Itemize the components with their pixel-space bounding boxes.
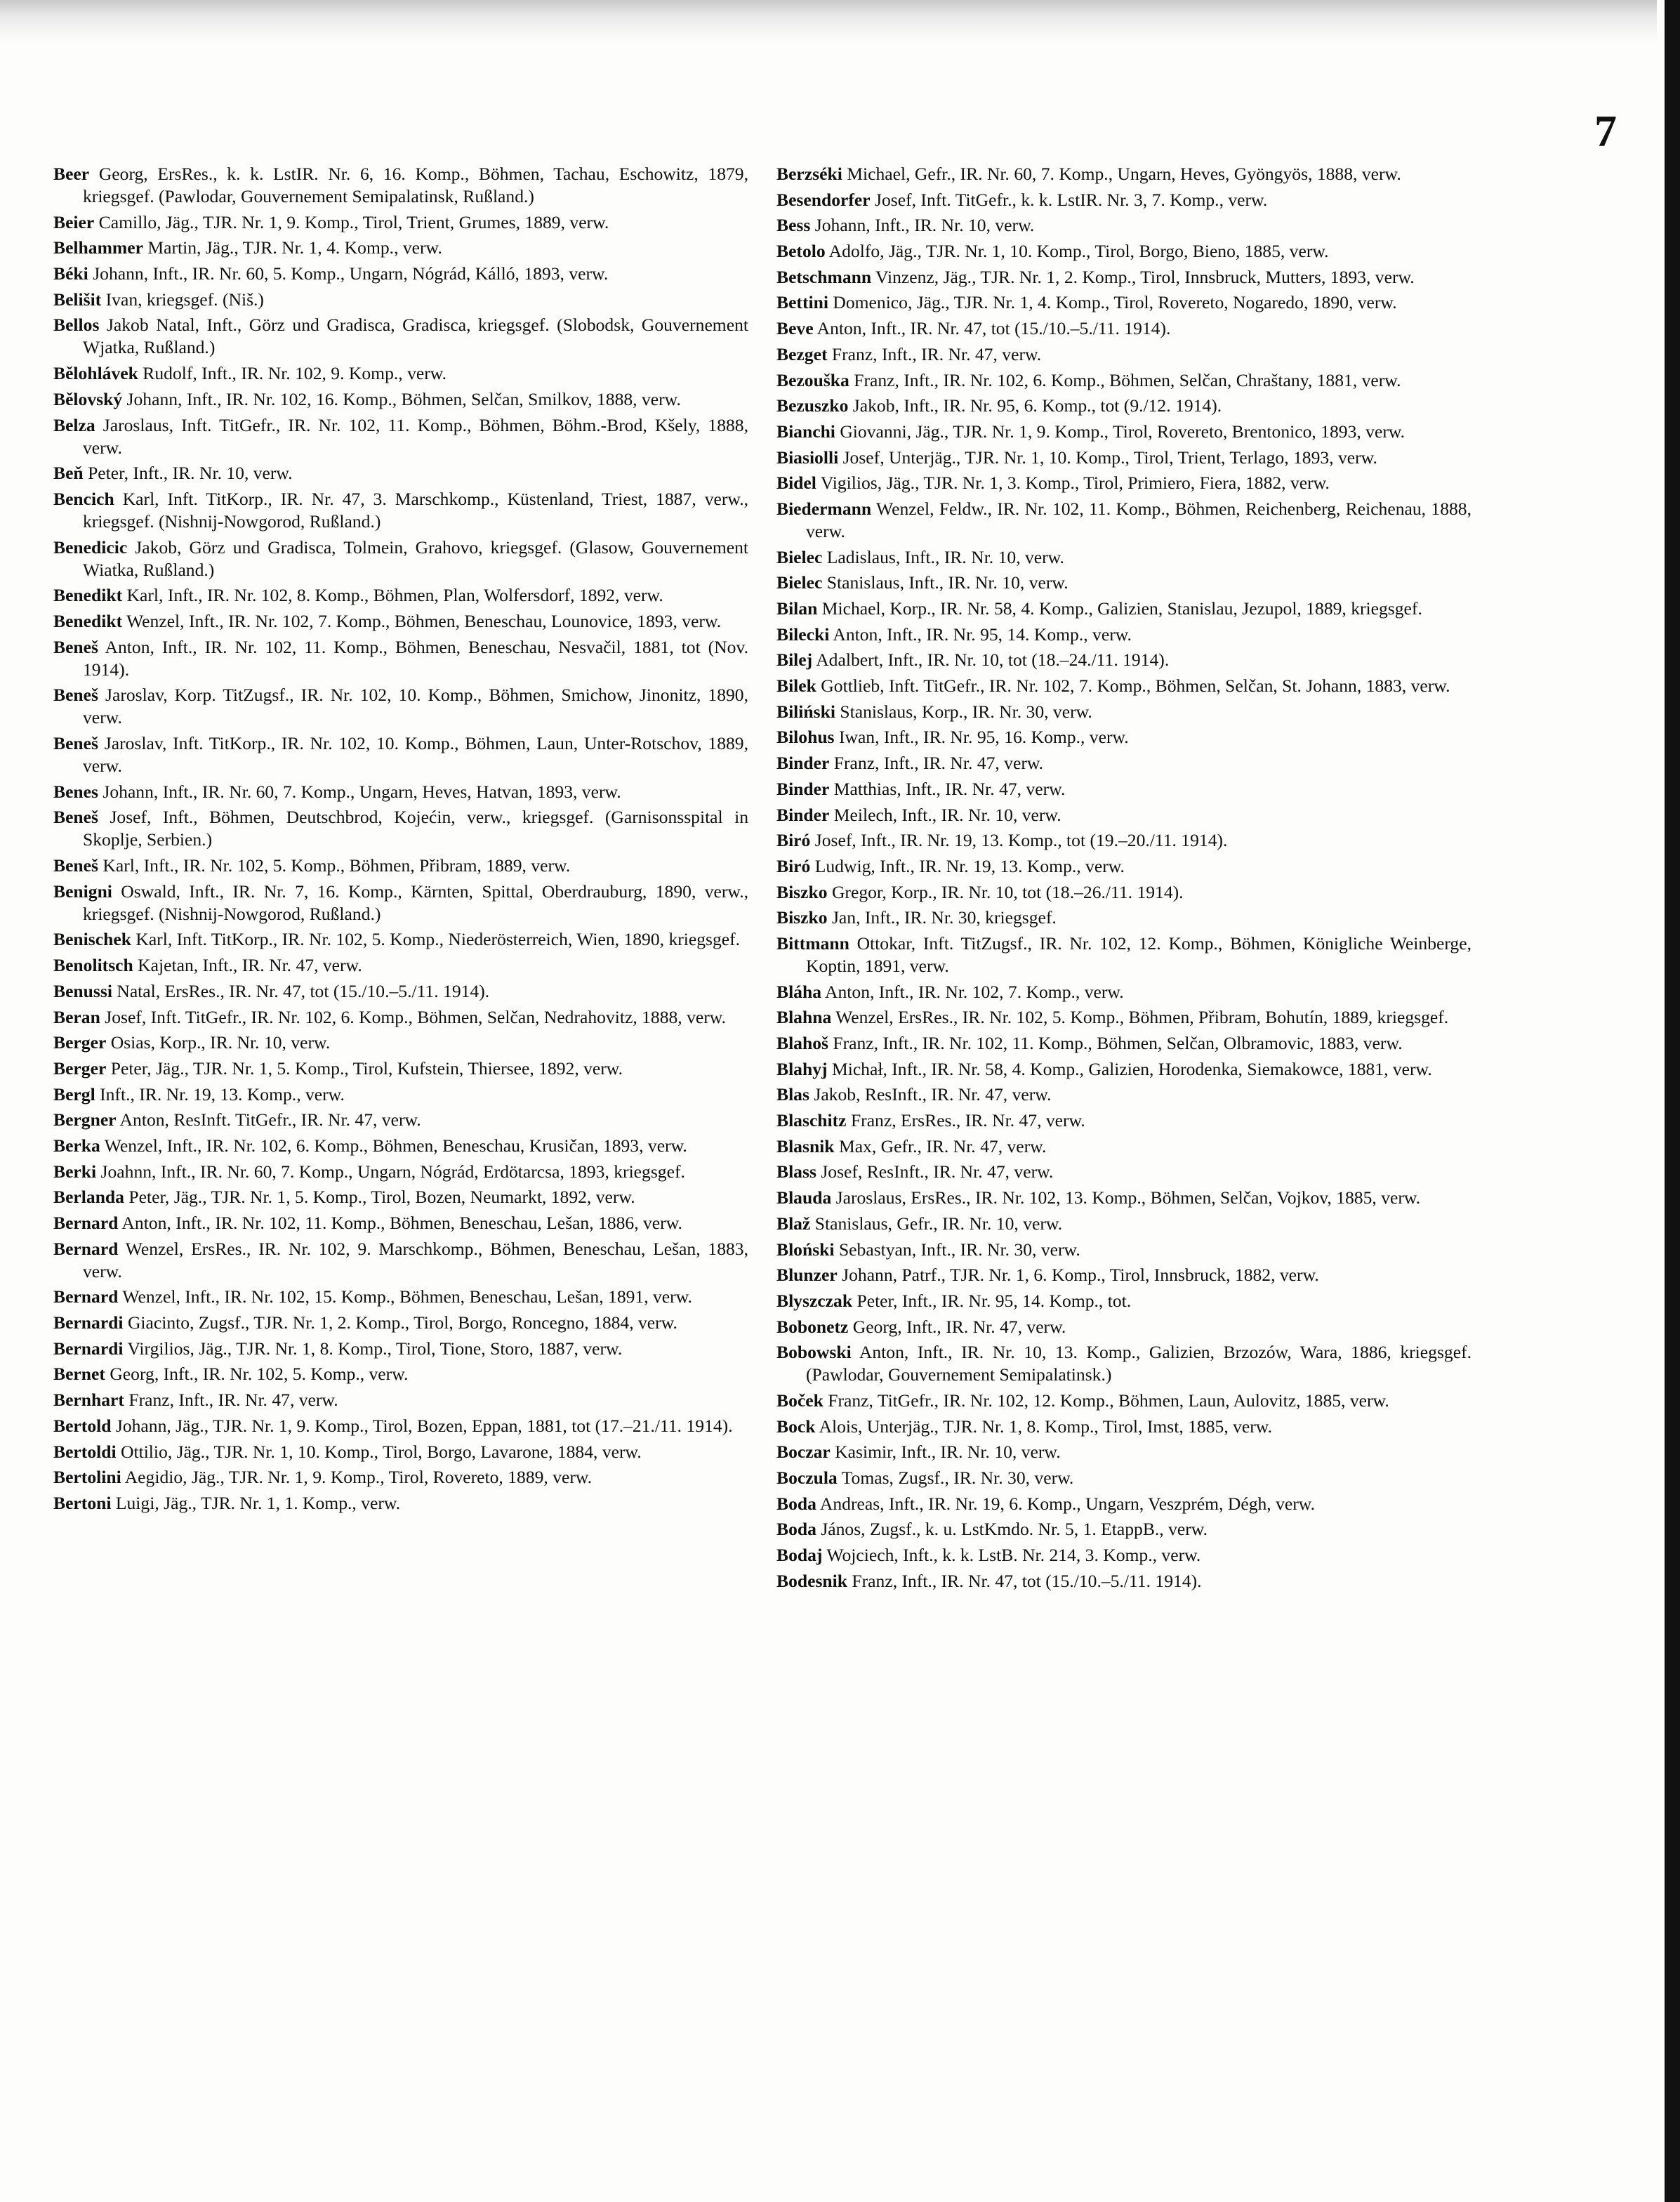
- entry-details: Oswald, Inft., IR. Nr. 7, 16. Komp., Kärnten, Spittal, Oberdrauburg, 1890, verw., kriegsgef. (Nishnij-Nowgorod, Rußland.): [83, 881, 749, 924]
- entry-surname: Belhammer: [53, 237, 143, 258]
- entry-details: Michael, Korp., IR. Nr. 58, 4. Komp., Galizien, Stanislau, Jezupol, 1889, kriegsgef.: [821, 598, 1422, 619]
- entry-details: Franz, Inft., IR. Nr. 47, verw.: [128, 1390, 338, 1411]
- entry-details: Johann, Inft., IR. Nr. 102, 16. Komp., Böhmen, Selčan, Smilkov, 1888, verw.: [126, 388, 681, 409]
- entry-surname: Bidel: [776, 473, 816, 494]
- entry-details: Anton, Inft., IR. Nr. 95, 14. Komp., verw.: [833, 624, 1132, 645]
- entry-surname: Boda: [776, 1493, 816, 1514]
- register-entry: [53, 488, 748, 533]
- page-number: 7: [1594, 106, 1617, 156]
- register-entry: [53, 610, 748, 633]
- entry-surname: Boczar: [776, 1442, 831, 1463]
- entry-surname: Berger: [53, 1057, 107, 1079]
- entry-details: Sebastyan, Inft., IR. Nr. 30, verw.: [838, 1239, 1080, 1260]
- entry-details: Josef, Inft., Böhmen, Deutschbrod, Kojećin, verw., kriegsgef. (Garnisonsspital in Skoplje, Serbien.): [83, 807, 749, 850]
- entry-details: Johann, Inft., IR. Nr. 10, verw.: [814, 215, 1035, 236]
- entry-surname: Beneš: [53, 636, 98, 657]
- entry-details: Stanislaus, Korp., IR. Nr. 30, verw.: [840, 701, 1092, 722]
- scan-shadow-top: [0, 0, 1657, 42]
- entry-surname: Bodaj: [776, 1545, 823, 1566]
- register-entry: [776, 240, 1471, 263]
- entry-details: Ottilio, Jäg., TJR. Nr. 1, 10. Komp., Tirol, Borgo, Lavarone, 1884, verw.: [120, 1441, 642, 1462]
- entry-surname: Bobowski: [776, 1342, 852, 1363]
- entry-surname: Belza: [53, 414, 95, 435]
- entry-surname: Bilohus: [776, 727, 835, 748]
- entry-details: Wenzel, ErsRes., IR. Nr. 102, 9. Marschkomp., Böhmen, Beneschau, Lešan, 1883, verw.: [83, 1238, 748, 1281]
- register-entry: [53, 684, 748, 729]
- register-entry: [776, 1109, 1471, 1132]
- entry-surname: Betschmann: [776, 266, 872, 287]
- entry-details: Georg, Inft., IR. Nr. 47, verw.: [852, 1316, 1066, 1337]
- entry-surname: Bergner: [53, 1109, 117, 1130]
- entry-surname: Biró: [776, 830, 811, 851]
- entry-surname: Bezget: [776, 343, 828, 364]
- entry-surname: Bilan: [776, 598, 818, 619]
- register-entry: [53, 1363, 748, 1385]
- entry-details: Vigilios, Jäg., TJR. Nr. 1, 3. Komp., Tirol, Primiero, Fiera, 1882, verw.: [820, 473, 1330, 494]
- register-entry: [53, 980, 748, 1003]
- register-entry: [776, 1390, 1471, 1412]
- entry-surname: Benolitsch: [53, 955, 133, 976]
- register-entry: [776, 291, 1471, 314]
- entry-surname: Binder: [776, 753, 830, 774]
- entry-surname: Beier: [53, 211, 95, 232]
- entry-details: Wenzel, Feldw., IR. Nr. 102, 11. Komp., Böhmen, Reichenberg, Reichenau, 1888, verw.: [806, 498, 1471, 541]
- register-entry: [53, 263, 748, 285]
- entry-surname: Blahyj: [776, 1058, 828, 1079]
- register-entry: [776, 881, 1471, 904]
- register-entry: [776, 163, 1471, 185]
- register-entry: [53, 1135, 748, 1157]
- entry-surname: Bianchi: [776, 421, 835, 442]
- entry-details: Karl, Inft., IR. Nr. 102, 5. Komp., Böhmen, Přibram, 1889, verw.: [102, 855, 571, 876]
- register-entry: [776, 369, 1471, 392]
- entry-surname: Beve: [776, 318, 814, 339]
- entry-details: Jakob, ResInft., IR. Nr. 47, verw.: [814, 1084, 1052, 1105]
- register-entry: [53, 1312, 748, 1334]
- entry-details: Max, Gefr., IR. Nr. 47, verw.: [838, 1135, 1047, 1156]
- register-entry: [776, 317, 1471, 340]
- entry-surname: Bernhart: [53, 1390, 124, 1411]
- register-entry: [776, 932, 1471, 977]
- register-entry: [776, 906, 1471, 929]
- entry-details: Franz, Inft., IR. Nr. 47, verw.: [833, 753, 1044, 774]
- entry-surname: Bertolini: [53, 1467, 121, 1488]
- entry-details: Aegidio, Jäg., TJR. Nr. 1, 9. Komp., Tirol, Rovereto, 1889, verw.: [124, 1467, 593, 1488]
- entry-details: Georg, ErsRes., k. k. LstIR. Nr. 6, 16. Komp., Böhmen, Tachau, Eschowitz, 1879, kriegsgef. (Pawlodar, Gouvernement Semipalatinsk, Rußland.): [83, 164, 748, 206]
- register-entry: [53, 928, 748, 951]
- entry-surname: Biró: [776, 855, 811, 876]
- register-entry: [53, 1006, 748, 1029]
- entry-details: Peter, Inft., IR. Nr. 95, 14. Komp., tot.: [856, 1290, 1132, 1311]
- register-entry: [776, 1161, 1471, 1183]
- entry-surname: Bezouška: [776, 369, 849, 390]
- entry-surname: Bettini: [776, 292, 828, 313]
- entry-details: Karl, Inft. TitKorp., IR. Nr. 47, 3. Marschkomp., Küstenland, Triest, 1887, verw., kriegsgef. (Nishnij-Nowgorod, Rußland.): [83, 488, 748, 532]
- entry-details: Jakob Natal, Inft., Görz und Gradisca, Gradisca, kriegsgef. (Slobodsk, Gouvernement Wjatka, Rußland.): [83, 315, 748, 358]
- register-entry: [776, 472, 1471, 494]
- entry-details: Ladislaus, Inft., IR. Nr. 10, verw.: [826, 546, 1064, 567]
- register-entry: [776, 1213, 1471, 1235]
- entry-details: Giacinto, Zugsf., TJR. Nr. 1, 2. Komp., Tirol, Borgo, Roncegno, 1884, verw.: [127, 1312, 677, 1333]
- register-entry: [776, 1544, 1471, 1567]
- entry-surname: Belišit: [53, 289, 102, 310]
- register-entry: [776, 1135, 1471, 1158]
- register-entry: [53, 781, 748, 803]
- entry-details: Franz, Inft., IR. Nr. 47, tot (15./10.–5./11. 1914).: [852, 1570, 1202, 1591]
- entry-details: Natal, ErsRes., IR. Nr. 47, tot (15./10.–5./11. 1914).: [117, 980, 490, 1001]
- entry-details: Luigi, Jäg., TJR. Nr. 1, 1. Komp., verw.: [115, 1492, 401, 1513]
- entry-details: Ottokar, Inft. TitZugsf., IR. Nr. 102, 12. Komp., Böhmen, Königliche Weinberge, Koptin, 1891, verw.: [806, 932, 1471, 976]
- register-entry: [776, 572, 1471, 594]
- entry-details: Johann, Inft., IR. Nr. 60, 7. Komp., Ungarn, Heves, Hatvan, 1893, verw.: [102, 781, 621, 802]
- register-entry: [53, 414, 748, 459]
- entry-details: Matthias, Inft., IR. Nr. 47, verw.: [833, 778, 1066, 799]
- entry-details: Peter, Jäg., TJR. Nr. 1, 5. Komp., Tirol, Bozen, Neumarkt, 1892, verw.: [128, 1187, 635, 1208]
- entry-surname: Biszko: [776, 907, 828, 928]
- entry-surname: Besendorfer: [776, 189, 871, 210]
- register-entry: [776, 343, 1471, 366]
- register-entry: [776, 1341, 1471, 1386]
- entry-details: Gottlieb, Inft. TitGefr., IR. Nr. 102, 7. Komp., Böhmen, Selčan, St. Johann, 1883, verw.: [821, 675, 1450, 697]
- entry-details: Johann, Patrf., TJR. Nr. 1, 6. Komp., Tirol, Innsbruck, 1882, verw.: [842, 1265, 1319, 1286]
- entry-details: Jan, Inft., IR. Nr. 30, kriegsgef.: [831, 907, 1057, 928]
- register-entry: [53, 636, 748, 681]
- register-entry: [776, 1467, 1471, 1489]
- entry-surname: Berger: [53, 1032, 107, 1053]
- entry-details: Michael, Gefr., IR. Nr. 60, 7. Komp., Ungarn, Heves, Gyöngyös, 1888, verw.: [847, 164, 1401, 184]
- entry-surname: Benigni: [53, 881, 112, 902]
- register-entry: [53, 388, 748, 411]
- entry-surname: Bernard: [53, 1238, 119, 1259]
- entry-details: Iwan, Inft., IR. Nr. 95, 16. Komp., verw.: [838, 727, 1129, 748]
- entry-surname: Bláha: [776, 981, 822, 1002]
- entry-details: Osias, Korp., IR. Nr. 10, verw.: [110, 1032, 331, 1053]
- entry-surname: Biliński: [776, 701, 835, 722]
- entry-details: Franz, Inft., IR. Nr. 102, 11. Komp., Böhmen, Selčan, Olbramovic, 1883, verw.: [833, 1033, 1403, 1053]
- register-entry: [776, 498, 1471, 543]
- entry-details: Stanislaus, Gefr., IR. Nr. 10, verw.: [814, 1213, 1063, 1234]
- entry-surname: Berzséki: [776, 164, 842, 184]
- register-entry: [776, 778, 1471, 800]
- entry-surname: Bittmann: [776, 932, 849, 954]
- entry-details: Josef, Unterjäg., TJR. Nr. 1, 10. Komp., Tirol, Trient, Terlago, 1893, verw.: [842, 447, 1377, 468]
- register-entry: [776, 1518, 1471, 1541]
- entry-details: Alois, Unterjäg., TJR. Nr. 1, 8. Komp., Tirol, Imst, 1885, verw.: [819, 1416, 1273, 1437]
- register-entry: [776, 1006, 1471, 1029]
- register-entry: [53, 584, 748, 607]
- register-entry: [776, 752, 1471, 774]
- entry-surname: Bernet: [53, 1364, 105, 1385]
- register-entry: [776, 1416, 1471, 1438]
- register-entry: [776, 546, 1471, 569]
- entry-details: Martin, Jäg., TJR. Nr. 1, 4. Komp., verw.: [147, 237, 442, 258]
- register-entry: [776, 1239, 1471, 1261]
- entry-surname: Benedicic: [53, 536, 128, 558]
- entry-surname: Benischek: [53, 929, 131, 950]
- entry-surname: Beer: [53, 164, 90, 184]
- entry-surname: Betolo: [776, 241, 826, 262]
- entry-surname: Blas: [776, 1084, 809, 1105]
- entry-surname: Beneš: [53, 733, 98, 753]
- entry-surname: Bellos: [53, 315, 100, 336]
- entry-surname: Binder: [776, 778, 830, 799]
- entry-details: Camillo, Jäg., TJR. Nr. 1, 9. Komp., Tirol, Trient, Grumes, 1889, verw.: [98, 211, 609, 232]
- register-entry: [53, 1441, 748, 1463]
- register-entry: [776, 189, 1471, 211]
- entry-details: Inft., IR. Nr. 19, 13. Komp., verw.: [100, 1083, 345, 1105]
- register-entry: [776, 855, 1471, 878]
- entry-details: Jakob, Görz und Gradisca, Tolmein, Grahovo, kriegsgef. (Glasow, Gouvernement Wiatka, Rußland.): [83, 536, 748, 580]
- entry-surname: Béki: [53, 263, 88, 284]
- register-entry: [776, 829, 1471, 852]
- entry-details: Tomas, Zugsf., IR. Nr. 30, verw.: [841, 1468, 1074, 1488]
- entry-details: Franz, Inft., IR. Nr. 47, verw.: [831, 343, 1042, 364]
- entry-surname: Bilek: [776, 675, 816, 697]
- entry-surname: Benedikt: [53, 585, 123, 606]
- entry-details: Franz, Inft., IR. Nr. 102, 6. Komp., Böhmen, Selčan, Chraštany, 1881, verw.: [854, 369, 1401, 390]
- entry-details: Wenzel, Inft., IR. Nr. 102, 15. Komp., Böhmen, Beneschau, Lešan, 1891, verw.: [122, 1286, 692, 1307]
- entry-details: Anton, Inft., IR. Nr. 10, 13. Komp., Galizien, Brzozów, Wara, 1886, kriegsgef. (Pawlodar, Gouvernement Semipalatinsk.): [806, 1342, 1471, 1385]
- register-entry: [776, 1441, 1471, 1463]
- entry-surname: Blasnik: [776, 1135, 835, 1156]
- entry-surname: Beneš: [53, 807, 98, 828]
- entry-details: Anton, Inft., IR. Nr. 102, 11. Komp., Böhmen, Beneschau, Lešan, 1886, verw.: [121, 1213, 682, 1233]
- register-entry: [53, 1109, 748, 1131]
- entry-details: Georg, Inft., IR. Nr. 102, 5. Komp., verw.: [110, 1364, 409, 1385]
- entry-surname: Binder: [776, 804, 830, 825]
- entry-details: Vinzenz, Jäg., TJR. Nr. 1, 2. Komp., Tirol, Innsbruck, Mutters, 1893, verw.: [875, 266, 1415, 287]
- entry-surname: Bilej: [776, 650, 813, 671]
- register-entry: [53, 806, 748, 851]
- entry-surname: Blass: [776, 1161, 816, 1182]
- register-entry: [776, 1316, 1471, 1338]
- register-entry: [53, 1186, 748, 1208]
- entry-surname: Bernard: [53, 1213, 119, 1233]
- entry-surname: Benedikt: [53, 610, 123, 631]
- entry-surname: Bernardi: [53, 1312, 124, 1333]
- entry-surname: Bilecki: [776, 624, 830, 645]
- entry-details: Kajetan, Inft., IR. Nr. 47, verw.: [138, 955, 362, 976]
- entry-details: Wenzel, Inft., IR. Nr. 102, 6. Komp., Böhmen, Beneschau, Krusičan, 1893, verw.: [104, 1135, 687, 1156]
- entry-details: Adolfo, Jäg., TJR. Nr. 1, 10. Komp., Tirol, Borgo, Bieno, 1885, verw.: [828, 241, 1329, 262]
- entry-details: Wenzel, Inft., IR. Nr. 102, 7. Komp., Böhmen, Beneschau, Lounovice, 1893, verw.: [126, 610, 722, 631]
- register-entry: [53, 237, 748, 259]
- entry-surname: Bloński: [776, 1239, 835, 1260]
- entry-surname: Beň: [53, 463, 84, 484]
- entry-details: Karl, Inft., IR. Nr. 102, 8. Komp., Böhmen, Plan, Wolfersdorf, 1892, verw.: [126, 585, 663, 606]
- register-entry: [53, 536, 748, 581]
- register-entry: [776, 701, 1471, 723]
- entry-surname: Bielec: [776, 572, 823, 593]
- register-entry: [53, 1466, 748, 1489]
- entry-surname: Bertoldi: [53, 1441, 117, 1462]
- entry-details: Giovanni, Jäg., TJR. Nr. 1, 9. Komp., Tirol, Rovereto, Brentonico, 1893, verw.: [840, 421, 1405, 442]
- entry-details: Ivan, kriegsgef. (Niš.): [105, 289, 264, 310]
- entry-surname: Bělovský: [53, 388, 123, 409]
- entry-surname: Blaschitz: [776, 1110, 847, 1131]
- left-column: [53, 163, 748, 1518]
- entry-surname: Beneš: [53, 855, 98, 876]
- entry-surname: Bernard: [53, 1286, 119, 1307]
- entry-details: Peter, Jäg., TJR. Nr. 1, 5. Komp., Tirol, Kufstein, Thiersee, 1892, verw.: [110, 1057, 623, 1079]
- entry-details: Ludwig, Inft., IR. Nr. 19, 13. Komp., verw.: [814, 855, 1125, 876]
- entry-surname: Bezuszko: [776, 395, 849, 416]
- entry-surname: Berki: [53, 1161, 97, 1182]
- register-entry: [53, 1031, 748, 1054]
- entry-details: Stanislaus, Inft., IR. Nr. 10, verw.: [826, 572, 1069, 593]
- register-entry: [776, 1264, 1471, 1286]
- register-entry: [53, 362, 748, 385]
- entry-details: Karl, Inft. TitKorp., IR. Nr. 102, 5. Komp., Niederösterreich, Wien, 1890, kriegsgef.: [135, 929, 741, 950]
- entry-details: Kasimir, Inft., IR. Nr. 10, verw.: [835, 1442, 1061, 1463]
- entry-surname: Bertoni: [53, 1492, 112, 1513]
- register-entry: [776, 1493, 1471, 1515]
- register-entry: [53, 732, 748, 777]
- register-entry: [53, 1338, 748, 1360]
- entry-details: Wojciech, Inft., k. k. LstB. Nr. 214, 3. Komp., verw.: [826, 1545, 1201, 1566]
- register-entry: [776, 981, 1471, 1003]
- entry-surname: Bess: [776, 215, 811, 236]
- register-entry: [53, 211, 748, 234]
- entry-surname: Bělohlávek: [53, 363, 138, 384]
- register-entry: [53, 881, 748, 925]
- register-entry: [776, 266, 1471, 289]
- register-entry: [53, 163, 748, 208]
- entry-surname: Blahna: [776, 1007, 832, 1028]
- entry-surname: Boček: [776, 1390, 824, 1411]
- register-entry: [776, 726, 1471, 749]
- register-entry: [776, 214, 1471, 237]
- register-entry: [776, 1032, 1471, 1055]
- entry-details: Domenico, Jäg., TJR. Nr. 1, 4. Komp., Tirol, Rovereto, Nogaredo, 1890, verw.: [833, 292, 1397, 313]
- entry-surname: Boda: [776, 1519, 816, 1540]
- register-entry: [53, 1161, 748, 1183]
- entry-surname: Boczula: [776, 1468, 838, 1488]
- register-entry: [53, 1492, 748, 1515]
- entry-surname: Bobonetz: [776, 1316, 849, 1337]
- register-entry: [776, 804, 1471, 826]
- entry-surname: Bencich: [53, 488, 114, 509]
- register-entry: [776, 1058, 1471, 1081]
- entry-details: Jaroslav, Korp. TitZugsf., IR. Nr. 102, 10. Komp., Böhmen, Smichow, Jinonitz, 1890, verw.: [83, 685, 748, 728]
- entry-surname: Blunzer: [776, 1265, 838, 1286]
- entry-details: Jakob, Inft., IR. Nr. 95, 6. Komp., tot (9./12. 1914).: [852, 395, 1222, 416]
- register-entry: [53, 1057, 748, 1080]
- entry-details: Josef, ResInft., IR. Nr. 47, verw.: [821, 1161, 1054, 1182]
- entry-details: Michał, Inft., IR. Nr. 58, 4. Komp., Galizien, Horodenka, Siemakowce, 1881, verw.: [831, 1058, 1432, 1079]
- entry-surname: Berlanda: [53, 1187, 124, 1208]
- entry-details: Franz, ErsRes., IR. Nr. 47, verw.: [850, 1110, 1085, 1131]
- register-entry: [53, 1286, 748, 1308]
- entry-details: Franz, TitGefr., IR. Nr. 102, 12. Komp., Böhmen, Laun, Aulovitz, 1885, verw.: [828, 1390, 1389, 1411]
- entry-surname: Beran: [53, 1006, 100, 1027]
- entry-surname: Biasiolli: [776, 447, 839, 468]
- entry-surname: Bodesnik: [776, 1570, 848, 1591]
- register-entry: [776, 675, 1471, 697]
- entry-details: Josef, Inft. TitGefr., IR. Nr. 102, 6. Komp., Böhmen, Selčan, Nedrahovitz, 1888, verw.: [105, 1006, 727, 1027]
- entry-details: Anton, Inft., IR. Nr. 47, tot (15./10.–5./11. 1914).: [816, 318, 1171, 339]
- entry-surname: Bielec: [776, 546, 823, 567]
- entry-surname: Blahoš: [776, 1033, 828, 1053]
- register-entry: [53, 1238, 748, 1283]
- register-entry: [776, 447, 1471, 469]
- entry-details: Rudolf, Inft., IR. Nr. 102, 9. Komp., verw.: [143, 363, 447, 384]
- entry-details: Wenzel, ErsRes., IR. Nr. 102, 5. Komp., Böhmen, Přibram, Bohutín, 1889, kriegsgef.: [835, 1007, 1449, 1028]
- entry-details: Jaroslaus, Inft. TitGefr., IR. Nr. 102, 11. Komp., Böhmen, Böhm.-Brod, Kšely, 1888, verw.: [83, 414, 748, 458]
- register-entry: [53, 289, 748, 311]
- scan-edge-right: [1665, 0, 1680, 2202]
- entry-surname: Beneš: [53, 685, 98, 706]
- entry-surname: Benussi: [53, 980, 112, 1001]
- entry-details: Adalbert, Inft., IR. Nr. 10, tot (18.–24./11. 1914).: [816, 650, 1170, 671]
- entry-details: Gregor, Korp., IR. Nr. 10, tot (18.–26./11. 1914).: [831, 881, 1184, 902]
- register-entry: [53, 1083, 748, 1106]
- entry-surname: Bernardi: [53, 1338, 124, 1359]
- register-entry: [53, 1389, 748, 1411]
- entry-details: Jaroslaus, ErsRes., IR. Nr. 102, 13. Komp., Böhmen, Selčan, Vojkov, 1885, verw.: [835, 1187, 1421, 1208]
- register-entry: [53, 1212, 748, 1234]
- entry-details: Meilech, Inft., IR. Nr. 10, verw.: [833, 804, 1061, 825]
- entry-details: Anton, Inft., IR. Nr. 102, 7. Komp., verw.: [825, 981, 1124, 1002]
- entry-details: Andreas, Inft., IR. Nr. 19, 6. Komp., Ungarn, Veszprém, Dégh, verw.: [819, 1493, 1316, 1514]
- entry-details: Anton, Inft., IR. Nr. 102, 11. Komp., Böhmen, Beneschau, Nesvačil, 1881, tot (Nov. 1914).: [83, 636, 748, 680]
- entry-surname: Bergl: [53, 1083, 95, 1105]
- entry-details: Johann, Inft., IR. Nr. 60, 5. Komp., Ungarn, Nógrád, Kálló, 1893, verw.: [93, 263, 609, 284]
- register-entry: [776, 1187, 1471, 1209]
- register-entry: [776, 1290, 1471, 1312]
- register-entry: [776, 1570, 1471, 1593]
- entry-surname: Biszko: [776, 881, 828, 902]
- entry-surname: Benes: [53, 781, 98, 802]
- entry-surname: Blaž: [776, 1213, 811, 1234]
- entry-surname: Blauda: [776, 1187, 832, 1208]
- entry-details: Joahnn, Inft., IR. Nr. 60, 7. Komp., Ungarn, Nógrád, Erdötarcsa, 1893, kriegsgef.: [100, 1161, 685, 1182]
- register-entry: [53, 954, 748, 977]
- entry-surname: Blyszczak: [776, 1290, 853, 1311]
- register-entry: [53, 855, 748, 877]
- register-entry: [53, 1415, 748, 1437]
- entry-details: Peter, Inft., IR. Nr. 10, verw.: [88, 463, 293, 484]
- register-entry: [776, 1083, 1471, 1106]
- entry-details: Jaroslav, Inft. TitKorp., IR. Nr. 102, 10. Komp., Böhmen, Laun, Unter-Rotschov, 1889, verw.: [83, 733, 748, 776]
- register-entry: [53, 462, 748, 484]
- entry-details: Josef, Inft., IR. Nr. 19, 13. Komp., tot (19.–20./11. 1914).: [814, 830, 1228, 851]
- entry-surname: Bock: [776, 1416, 816, 1437]
- register-entry: [776, 395, 1471, 417]
- right-column: [776, 163, 1471, 1595]
- entry-surname: Biedermann: [776, 498, 872, 519]
- register-entry: [776, 624, 1471, 646]
- register-entry: [53, 314, 748, 359]
- entry-details: Josef, Inft. TitGefr., k. k. LstIR. Nr. 3, 7. Komp., verw.: [875, 189, 1268, 210]
- entry-surname: Bertold: [53, 1415, 112, 1436]
- register-entry: [776, 421, 1471, 443]
- entry-surname: Berka: [53, 1135, 100, 1156]
- register-entry: [776, 598, 1471, 620]
- entry-details: Johann, Jäg., TJR. Nr. 1, 9. Komp., Tirol, Bozen, Eppan, 1881, tot (17.–21./11. 1914).: [115, 1415, 733, 1436]
- register-entry: [776, 649, 1471, 671]
- entry-details: Anton, ResInft. TitGefr., IR. Nr. 47, verw.: [119, 1109, 421, 1130]
- entry-details: János, Zugsf., k. u. LstKmdo. Nr. 5, 1. EtappB., verw.: [821, 1519, 1208, 1540]
- entry-details: Virgilios, Jäg., TJR. Nr. 1, 8. Komp., Tirol, Tione, Storo, 1887, verw.: [127, 1338, 623, 1359]
